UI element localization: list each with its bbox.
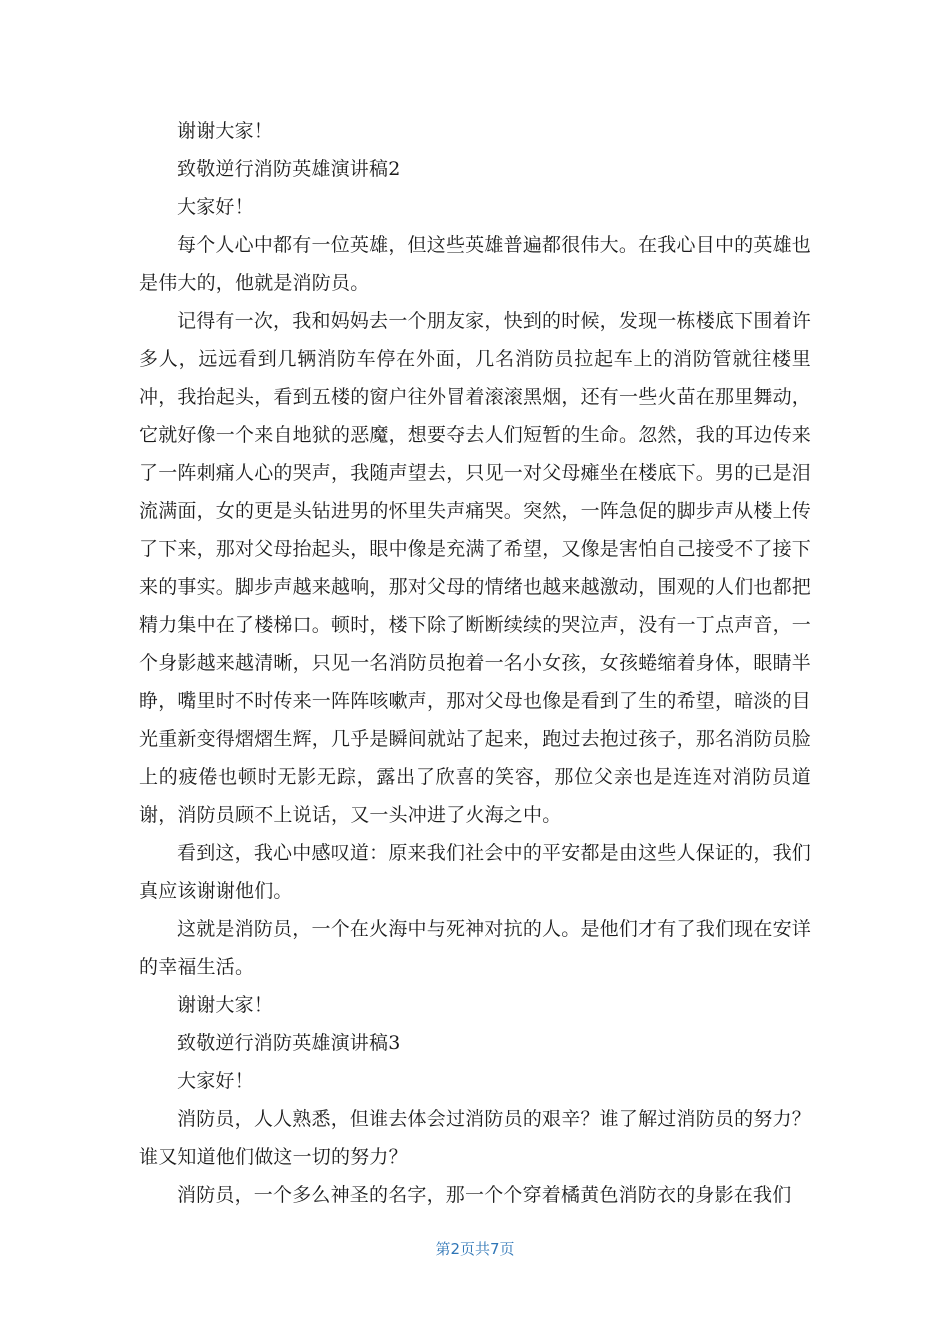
section-title-2: 致敬逆行消防英雄演讲稿2 [177, 158, 401, 180]
section-title-3: 致敬逆行消防英雄演讲稿3 [177, 1032, 401, 1054]
paragraph-hero-intro: 每个人心中都有一位英雄，但这些英雄普遍都很伟大。在我心目中的英雄也是伟大的，他就是消防员。 [139, 234, 811, 294]
paragraph-conclusion: 这就是消防员，一个在火海中与死神对抗的人。是他们才有了我们现在安详的幸福生活。 [139, 918, 811, 978]
paragraph-sacred-name: 消防员，一个多么神圣的名字，那一个个穿着橘黄色消防衣的身影在我们 [177, 1184, 792, 1206]
paragraph-thanks-2: 谢谢大家！ [177, 994, 274, 1016]
paragraph-reflection: 看到这，我心中感叹道：原来我们社会中的平安都是由这些人保证的，我们真应该谢谢他们。 [139, 842, 811, 902]
paragraph-greeting: 大家好！ [177, 196, 254, 218]
paragraph-fire-story: 记得有一次，我和妈妈去一个朋友家，快到的时候，发现一栋楼底下围着许多人，远远看到几辆消防车停在外面，几名消防员拉起车上的消防管就往楼里冲，我抬起头，看到五楼的窗户往外冒着滚滚黑烟，还有一些火苗在那里舞动，它就好像一个来自地狱的恶魔，想要夺去人们短暂的生命。忽然，我的耳边传来了一阵刺痛人心的哭声，我随声望去，只见一对父母瘫坐在楼底下。男的已是泪流满面，女的更是头钻进男的怀里失声痛哭。突然，一阵急促的脚步声从楼上传了下来，那对父母抬起头，眼中像是充满了希望，又像是害怕自己接受不了接下来的事实。脚步声越来越响，那对父母的情绪也越来越激动，围观的人们也都把精力集中在了楼梯口。顿时，楼下除了断断续续的哭泣声，没有一丁点声音，一个身影越来越清晰，只见一名消防员抱着一名小女孩，女孩蜷缩着身体，眼睛半睁，嘴里时不时传来一阵阵咳嗽声，那对父母也像是看到了生的希望，暗淡的目光重新变得熠熠生辉，几乎是瞬间就站了起来，跑过去抱过孩子，那名消防员脸上的疲倦也顿时无影无踪，露出了欣喜的笑容，那位父亲也是连连对消防员道谢，消防员顾不上说话，又一头冲进了火海之中。 [139, 310, 812, 826]
document-body [139, 112, 811, 1214]
paragraph-greeting-2: 大家好！ [177, 1070, 254, 1092]
page-number-footer: 第2页共7页 [435, 1240, 515, 1258]
paragraph-thanks: 谢谢大家！ [177, 120, 274, 142]
paragraph-questions: 消防员，人人熟悉，但谁去体会过消防员的艰辛？谁了解过消防员的努力？谁又知道他们做这一切的努力？ [139, 1108, 811, 1168]
